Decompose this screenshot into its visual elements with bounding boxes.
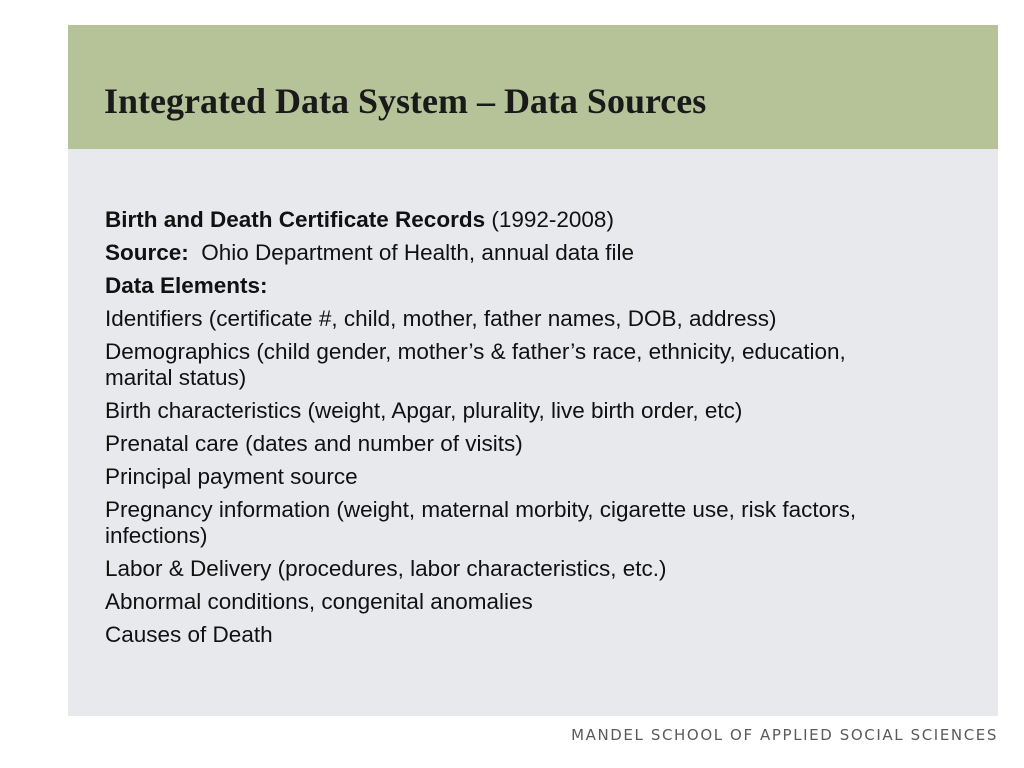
- data-element-item: Abnormal conditions, congenital anomalies: [105, 589, 533, 614]
- records-years: (1992-2008): [485, 207, 614, 232]
- footer-wordmark: MANDEL SCHOOL OF APPLIED SOCIAL SCIENCES: [571, 726, 998, 744]
- source-value: Ohio Department of Health, annual data file: [188, 240, 635, 265]
- data-element-item: Demographics (child gender, mother’s & father’s race, ethnicity, education, marital status): [105, 339, 846, 390]
- slide-title: Integrated Data System – Data Sources: [104, 81, 707, 121]
- source-label: Source:: [105, 240, 189, 265]
- data-elements-label: Data Elements:: [105, 273, 268, 298]
- source-line: [105, 240, 905, 266]
- records-line: [105, 207, 905, 233]
- data-element-item: Causes of Death: [105, 622, 273, 647]
- data-element-item: Prenatal care (dates and number of visits): [105, 431, 523, 456]
- data-element-item: Labor & Delivery (procedures, labor characteristics, etc.): [105, 556, 667, 581]
- records-heading: Birth and Death Certificate Records: [105, 207, 486, 232]
- data-element-item: Identifiers (certificate #, child, mother, father names, DOB, address): [105, 306, 777, 331]
- data-element-item: Pregnancy information (weight, maternal morbity, cigarette use, risk factors, infections): [105, 497, 857, 548]
- content-text: [105, 207, 905, 655]
- data-element-item: Principal payment source: [105, 464, 358, 489]
- data-element-item: Birth characteristics (weight, Apgar, plurality, live birth order, etc): [105, 398, 743, 423]
- header-band: [68, 25, 998, 149]
- content-panel: [68, 149, 998, 716]
